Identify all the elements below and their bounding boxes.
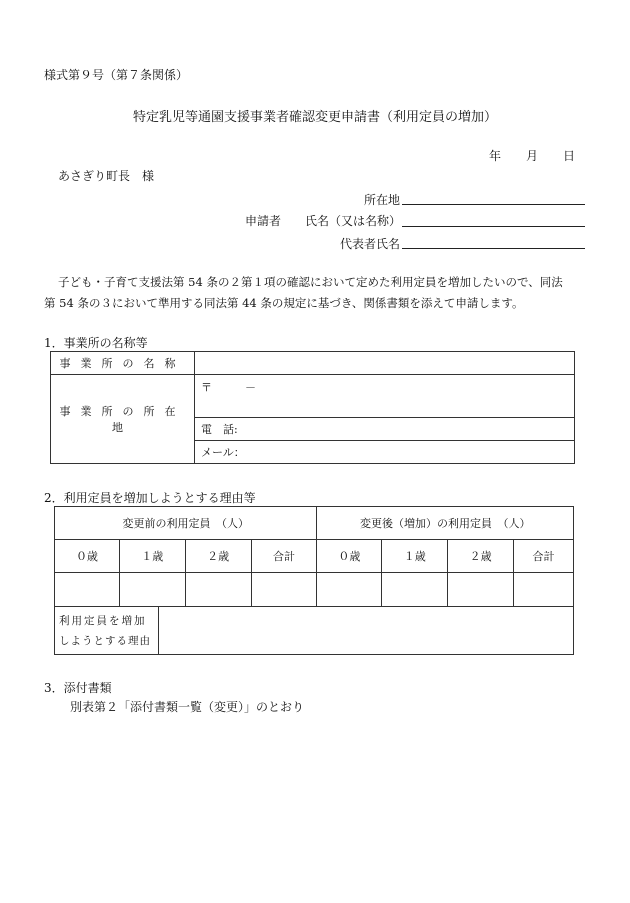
- email-field[interactable]: [195, 441, 575, 464]
- email-label: メール：: [201, 446, 245, 459]
- capacity-input-cell[interactable]: [317, 573, 382, 607]
- total-header: 合計: [251, 540, 317, 573]
- form-reference: 様式第９号（第７条関係）: [44, 68, 189, 82]
- reason-label-line2: しようとする理由: [59, 634, 151, 647]
- document-title: 特定乳児等通園支援事業者確認変更申請書（利用定員の増加）: [132, 110, 497, 125]
- after-capacity-header: 変更後（増加）の利用定員 （人）: [317, 507, 574, 540]
- before-capacity-header: 変更前の利用定員 （人）: [55, 507, 317, 540]
- age-header: ２歳: [448, 540, 514, 573]
- capacity-input-cell[interactable]: [55, 573, 120, 607]
- phone-field[interactable]: [195, 418, 575, 441]
- section1-heading: 1．事業所の名称等: [44, 336, 148, 350]
- capacity-input-cell[interactable]: [119, 573, 185, 607]
- capacity-input-cell[interactable]: [382, 573, 448, 607]
- attachment-text: 別表第２「添付書類一覧（変更）」のとおり: [70, 700, 305, 714]
- date-day: 日: [563, 149, 576, 163]
- capacity-input-cell[interactable]: [448, 573, 514, 607]
- name-field[interactable]: [402, 226, 585, 227]
- postal-code-field[interactable]: [195, 375, 575, 418]
- age-header: ０歳: [55, 540, 120, 573]
- phone-label: 電 話:: [201, 423, 238, 436]
- capacity-table: [54, 506, 574, 607]
- age-header: ０歳: [317, 540, 382, 573]
- date-year: 年: [489, 149, 502, 163]
- capacity-input-cell[interactable]: [185, 573, 251, 607]
- age-header: ２歳: [185, 540, 251, 573]
- facility-name-label: 事業所の名称: [51, 352, 195, 375]
- representative-field[interactable]: [402, 248, 585, 249]
- total-header: 合計: [514, 540, 574, 573]
- reason-label: [55, 607, 159, 655]
- section3-heading: 3．添付書類: [44, 681, 112, 695]
- facility-table: [50, 351, 575, 464]
- applicant-label: 申請者: [245, 214, 282, 228]
- body-text-line1: 子ども・子育て支援法第 54 条の２第１項の確認において定めた利用定員を増加したいので、同法: [58, 275, 563, 289]
- capacity-input-cell[interactable]: [514, 573, 574, 607]
- facility-location-label: 事業所の所在地: [51, 375, 195, 464]
- facility-name-field[interactable]: [195, 352, 575, 375]
- date-month: 月: [526, 149, 539, 163]
- name-label: 氏名（又は名称）: [305, 214, 402, 228]
- address-field[interactable]: [402, 204, 585, 205]
- representative-label: 代表者氏名: [340, 237, 401, 251]
- age-header: １歳: [119, 540, 185, 573]
- address-label: 所在地: [364, 193, 401, 207]
- capacity-input-cell[interactable]: [251, 573, 317, 607]
- reason-table: [54, 606, 574, 655]
- age-header: １歳: [382, 540, 448, 573]
- section2-heading: 2．利用定員を増加しようとする理由等: [44, 491, 256, 505]
- postal-code-text: 〒 －: [201, 381, 256, 394]
- body-text-line2: 第 54 条の３において準用する同法第 44 条の規定に基づき、関係書類を添えて申請します。: [44, 296, 524, 310]
- reason-field[interactable]: [159, 607, 574, 655]
- addressee: あさぎり町長 様: [58, 169, 155, 183]
- reason-label-line1: 利用定員を増加: [59, 614, 147, 627]
